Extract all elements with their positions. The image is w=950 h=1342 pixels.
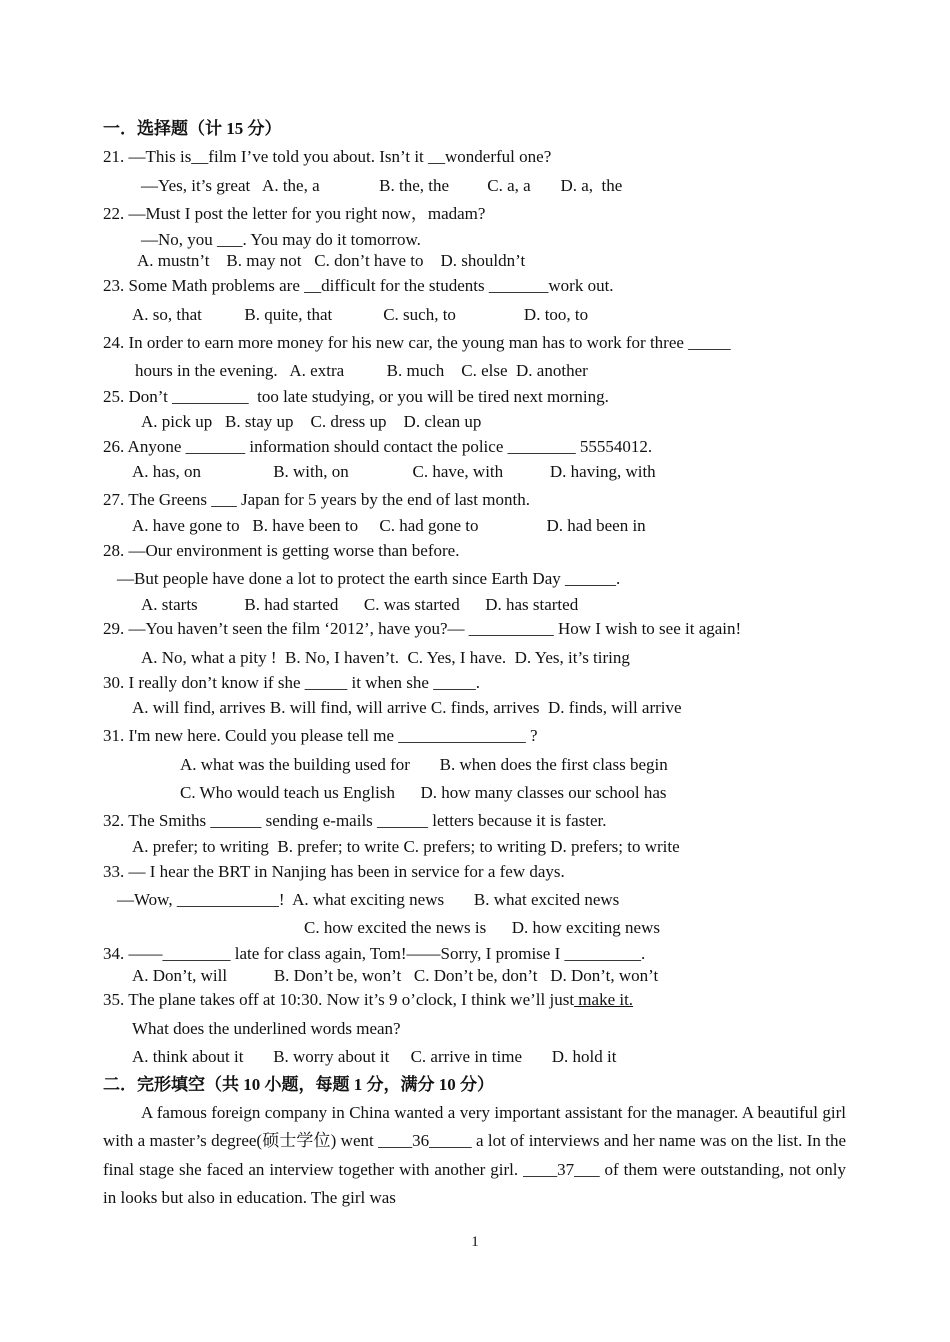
question-35-stem-text: 35. The plane takes off at 10:30. Now it’s 9 o’clock, I think we’ll just	[103, 990, 575, 1009]
question-26-options: A. has, on B. with, on C. have, with D. having, with	[132, 462, 656, 481]
question-28-reply: —But people have done a lot to protect the earth since Earth Day ______.	[117, 569, 621, 588]
question-22-reply: —No, you ___. You may do it tomorrow.	[141, 230, 421, 249]
question-21-options: —Yes, it’s great A. the, a B. the, the C. a, a D. a, the	[141, 176, 623, 195]
question-21-stem: 21. —This is__film I’ve told you about. Isn’t it __wonderful one?	[103, 147, 552, 166]
question-27-stem: 27. The Greens ___ Japan for 5 years by the end of last month.	[103, 490, 530, 509]
question-22-stem: 22. —Must I post the letter for you right now，madam?	[103, 204, 486, 223]
question-29-stem: 29. —You haven’t seen the film ‘2012’, have you?— __________ How I wish to see it again!	[103, 619, 742, 638]
question-35-options: A. think about it B. worry about it C. arrive in time D. hold it	[132, 1047, 617, 1066]
question-35-prompt: What does the underlined words mean?	[132, 1019, 401, 1038]
question-29-options: A. No, what a pity ! B. No, I haven’t. C. Yes, I have. D. Yes, it’s tiring	[141, 648, 630, 667]
question-22-options: A. mustn’t B. may not C. don’t have to D. shouldn’t	[137, 251, 526, 270]
question-30-options: A. will find, arrives B. will find, will arrive C. finds, arrives D. finds, will arrive	[132, 698, 682, 717]
question-23-stem: 23. Some Math problems are __difficult for the students _______work out.	[103, 276, 614, 295]
question-33-reply-options: —Wow, ____________! A. what exciting news B. what excited news	[117, 890, 620, 909]
page-number: 1	[471, 1234, 479, 1250]
question-28-stem: 28. —Our environment is getting worse than before.	[103, 541, 460, 560]
question-31-options-ab: A. what was the building used for B. when does the first class begin	[180, 755, 668, 774]
question-31-stem: 31. I'm new here. Could you please tell me _______________ ?	[103, 726, 538, 745]
question-30-stem: 30. I really don’t know if she _____ it when she _____.	[103, 673, 480, 692]
question-28-options: A. starts B. had started C. was started D. has started	[141, 595, 579, 614]
question-27-options: A. have gone to B. have been to C. had gone to D. had been in	[132, 516, 646, 535]
question-24-options: hours in the evening. A. extra B. much C. else D. another	[135, 361, 588, 380]
question-34-stem: 34. ——________ late for class again, Tom!——Sorry, I promise I _________.	[103, 944, 646, 963]
section-2-heading: 二．完形填空（共 10 小题，每题 1 分，满分 10 分）	[103, 1075, 494, 1094]
question-32-stem: 32. The Smiths ______ sending e-mails ______ letters because it is faster.	[103, 811, 607, 830]
underlined-phrase: make it.	[574, 990, 634, 1009]
question-31-options-cd: C. Who would teach us English D. how many classes our school has	[180, 783, 667, 802]
question-35-stem	[103, 989, 633, 1011]
question-25-options: A. pick up B. stay up C. dress up D. clean up	[141, 412, 482, 431]
question-24-stem: 24. In order to earn more money for his new car, the young man has to work for three _____	[103, 333, 731, 352]
question-32-options: A. prefer; to writing B. prefer; to write C. prefers; to writing D. prefers; to write	[132, 837, 680, 856]
question-34-options: A. Don’t, will B. Don’t be, won’t C. Don’t be, don’t D. Don’t, won’t	[132, 966, 659, 985]
question-33-stem: 33. — I hear the BRT in Nanjing has been in service for a few days.	[103, 862, 565, 881]
section-1-heading: 一．选择题（计 15 分）	[103, 119, 282, 138]
question-23-options: A. so, that B. quite, that C. such, to D. too, to	[132, 305, 589, 324]
cloze-passage: A famous foreign company in China wanted a very important assistant for the manager. A beautiful girl with a master’s degree(硕士学位) went ____36_____ a lot of interviews and her name was on the list. In the final stage she faced an interview together with another girl. ____37___ of them were outstanding, not only in looks but also in education. The girl was	[103, 1103, 846, 1207]
question-26-stem: 26. Anyone _______ information should contact the police ________ 55554012.	[103, 437, 653, 456]
question-33-options-cd: C. how excited the news is D. how exciting news	[304, 918, 660, 937]
question-25-stem: 25. Don’t _________ too late studying, or you will be tired next morning.	[103, 387, 609, 406]
